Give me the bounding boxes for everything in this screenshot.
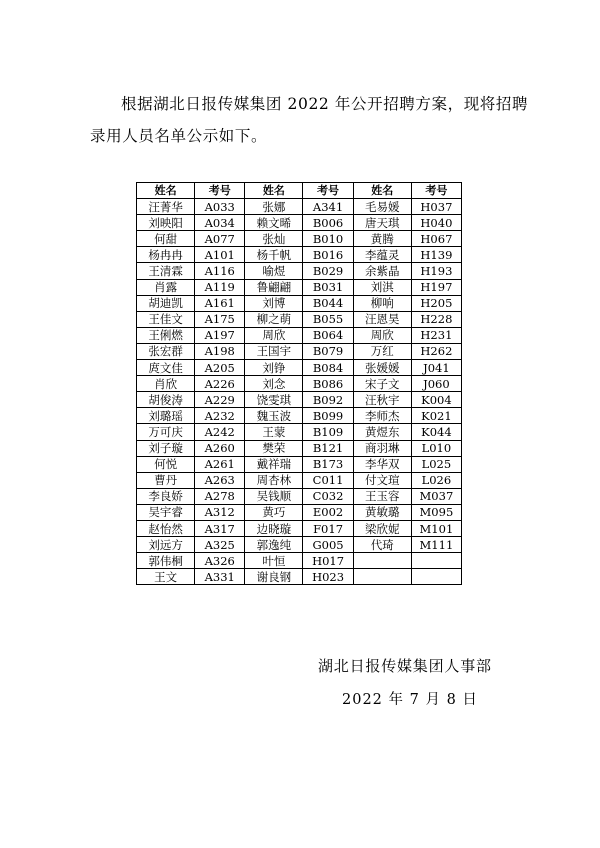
exam-id-cell: K004 — [411, 392, 461, 408]
exam-id-cell: H139 — [411, 247, 461, 263]
candidate-name-cell: 万可庆 — [137, 424, 195, 440]
exam-id-cell: M095 — [411, 504, 461, 520]
candidate-name-cell: 梁欣妮 — [353, 520, 411, 536]
candidate-name-cell: 杨冉冉 — [137, 247, 195, 263]
candidate-name-cell: 刘念 — [245, 376, 303, 392]
exam-id-cell: B016 — [303, 247, 353, 263]
table-row — [137, 569, 462, 585]
exam-id-cell — [411, 553, 461, 569]
exam-id-cell: A197 — [195, 327, 245, 343]
candidate-name-cell: 李蕴灵 — [353, 247, 411, 263]
candidate-name-cell: 樊荣 — [245, 440, 303, 456]
exam-id-cell: A116 — [195, 263, 245, 279]
exam-id-cell: A226 — [195, 376, 245, 392]
exam-id-cell: B044 — [303, 295, 353, 311]
exam-id-cell: M101 — [411, 520, 461, 536]
candidate-name-cell: 汪恩昊 — [353, 311, 411, 327]
exam-id-cell: A119 — [195, 279, 245, 295]
exam-id-cell: A325 — [195, 537, 245, 553]
exam-id-cell: A341 — [303, 199, 353, 215]
candidate-name-cell: 戴祥瑞 — [245, 456, 303, 472]
exam-id-cell: A034 — [195, 215, 245, 231]
exam-id-cell: B029 — [303, 263, 353, 279]
exam-id-cell: L026 — [411, 472, 461, 488]
exam-id-cell: B099 — [303, 408, 353, 424]
table-row — [137, 295, 462, 311]
table-row — [137, 553, 462, 569]
exam-id-cell: H023 — [303, 569, 353, 585]
exam-id-cell: A198 — [195, 343, 245, 359]
candidate-name-cell: 柳之萌 — [245, 311, 303, 327]
candidate-name-cell: 张媛媛 — [353, 360, 411, 376]
candidate-name-cell: 李华双 — [353, 456, 411, 472]
exam-id-cell: B010 — [303, 231, 353, 247]
table-row — [137, 263, 462, 279]
table-row — [137, 376, 462, 392]
exam-id-cell: A261 — [195, 456, 245, 472]
candidate-name-cell: 黄煜东 — [353, 424, 411, 440]
candidate-name-cell: 吴宇睿 — [137, 504, 195, 520]
candidate-name-cell: 郭伟桐 — [137, 553, 195, 569]
candidate-name-cell: 魏玉波 — [245, 408, 303, 424]
candidate-name-cell: 汪菁华 — [137, 199, 195, 215]
candidate-name-cell: 黄敏璐 — [353, 504, 411, 520]
exam-id-cell: K044 — [411, 424, 461, 440]
candidate-name-cell: 肖欣 — [137, 376, 195, 392]
exam-id-cell: B006 — [303, 215, 353, 231]
candidate-name-cell: 李师杰 — [353, 408, 411, 424]
exam-id-cell — [411, 569, 461, 585]
table-row — [137, 247, 462, 263]
candidate-name-cell: 王蒙 — [245, 424, 303, 440]
candidate-name-cell: 张娜 — [245, 199, 303, 215]
column-header-name: 姓名 — [245, 183, 303, 199]
candidate-name-cell: 边晓璇 — [245, 520, 303, 536]
exam-id-cell: L025 — [411, 456, 461, 472]
column-header-exam-id: 考号 — [195, 183, 245, 199]
candidate-name-cell: 赵怡然 — [137, 520, 195, 536]
candidate-name-cell: 万红 — [353, 343, 411, 359]
exam-id-cell: B092 — [303, 392, 353, 408]
exam-id-cell: B064 — [303, 327, 353, 343]
exam-id-cell: K021 — [411, 408, 461, 424]
exam-id-cell: H037 — [411, 199, 461, 215]
exam-id-cell: A101 — [195, 247, 245, 263]
candidate-name-cell: 刘远方 — [137, 537, 195, 553]
candidate-name-cell: 刘淇 — [353, 279, 411, 295]
table-row — [137, 199, 462, 215]
exam-id-cell: A229 — [195, 392, 245, 408]
exam-id-cell: A161 — [195, 295, 245, 311]
candidate-name-cell: 张灿 — [245, 231, 303, 247]
table-row — [137, 504, 462, 520]
intro-paragraph — [90, 88, 530, 152]
candidate-name-cell: 唐天琪 — [353, 215, 411, 231]
exam-id-cell: H067 — [411, 231, 461, 247]
candidate-name-cell: 王俐燃 — [137, 327, 195, 343]
candidate-name-cell: 王清霖 — [137, 263, 195, 279]
candidate-name-cell: 周杏林 — [245, 472, 303, 488]
table-row — [137, 408, 462, 424]
exam-id-cell: H017 — [303, 553, 353, 569]
column-header-exam-id: 考号 — [303, 183, 353, 199]
candidate-name-cell: 肖露 — [137, 279, 195, 295]
table-row — [137, 215, 462, 231]
candidate-name-cell: 刘子璇 — [137, 440, 195, 456]
exam-id-cell: C032 — [303, 488, 353, 504]
candidate-name-cell: 赖文晞 — [245, 215, 303, 231]
exam-id-cell: B173 — [303, 456, 353, 472]
exam-id-cell: A260 — [195, 440, 245, 456]
candidate-name-cell: 柳响 — [353, 295, 411, 311]
candidate-name-cell: 吴钱顺 — [245, 488, 303, 504]
candidate-name-cell: 庹文佳 — [137, 360, 195, 376]
exam-id-cell: A232 — [195, 408, 245, 424]
exam-id-cell: A331 — [195, 569, 245, 585]
candidate-name-cell: 黄腾 — [353, 231, 411, 247]
candidate-name-cell: 黄巧 — [245, 504, 303, 520]
exam-id-cell: A077 — [195, 231, 245, 247]
exam-id-cell: A033 — [195, 199, 245, 215]
candidate-name-cell: 李良娇 — [137, 488, 195, 504]
exam-id-cell: H262 — [411, 343, 461, 359]
candidate-name-cell: 代琦 — [353, 537, 411, 553]
exam-id-cell: B086 — [303, 376, 353, 392]
table-row — [137, 392, 462, 408]
exam-id-cell: F017 — [303, 520, 353, 536]
candidate-name-cell: 何甜 — [137, 231, 195, 247]
exam-id-cell: A312 — [195, 504, 245, 520]
exam-id-cell: H205 — [411, 295, 461, 311]
candidate-name-cell: 王玉容 — [353, 488, 411, 504]
candidate-name-cell: 王国宇 — [245, 343, 303, 359]
candidate-name-cell: 刘铮 — [245, 360, 303, 376]
candidate-name-cell: 鲁翩翩 — [245, 279, 303, 295]
candidate-name-cell: 毛易媛 — [353, 199, 411, 215]
column-header-exam-id: 考号 — [411, 183, 461, 199]
candidate-name-cell — [353, 569, 411, 585]
table-row — [137, 231, 462, 247]
candidate-name-cell: 叶恒 — [245, 553, 303, 569]
table-row — [137, 279, 462, 295]
exam-id-cell: B109 — [303, 424, 353, 440]
candidate-name-cell: 曹丹 — [137, 472, 195, 488]
table-row — [137, 360, 462, 376]
exam-id-cell: G005 — [303, 537, 353, 553]
column-header-name: 姓名 — [353, 183, 411, 199]
candidate-name-cell: 刘璐瑶 — [137, 408, 195, 424]
exam-id-cell: L010 — [411, 440, 461, 456]
candidate-name-cell: 杨千帆 — [245, 247, 303, 263]
table-row — [137, 343, 462, 359]
column-header-name: 姓名 — [137, 183, 195, 199]
candidate-name-cell: 宋子文 — [353, 376, 411, 392]
exam-id-cell: A326 — [195, 553, 245, 569]
exam-id-cell: E002 — [303, 504, 353, 520]
table-row — [137, 520, 462, 536]
exam-id-cell: H231 — [411, 327, 461, 343]
exam-id-cell: B121 — [303, 440, 353, 456]
exam-id-cell: A175 — [195, 311, 245, 327]
candidate-name-cell: 胡俊涛 — [137, 392, 195, 408]
candidate-name-cell — [353, 553, 411, 569]
candidate-name-cell: 周欣 — [245, 327, 303, 343]
candidate-name-cell: 张宏群 — [137, 343, 195, 359]
exam-id-cell: A278 — [195, 488, 245, 504]
exam-id-cell: A205 — [195, 360, 245, 376]
candidate-name-cell: 王文 — [137, 569, 195, 585]
exam-id-cell: C011 — [303, 472, 353, 488]
exam-id-cell: J060 — [411, 376, 461, 392]
signing-organization: 湖北日报传媒集团人事部 — [318, 657, 492, 675]
hiring-roster-table — [136, 182, 462, 585]
table-row — [137, 424, 462, 440]
candidate-name-cell: 王佳文 — [137, 311, 195, 327]
candidate-name-cell: 谢良钢 — [245, 569, 303, 585]
exam-id-cell: B055 — [303, 311, 353, 327]
candidate-name-cell: 汪秋宇 — [353, 392, 411, 408]
table-row — [137, 440, 462, 456]
exam-id-cell: M111 — [411, 537, 461, 553]
candidate-name-cell: 饶雯琪 — [245, 392, 303, 408]
exam-id-cell: H040 — [411, 215, 461, 231]
candidate-name-cell: 胡迪凯 — [137, 295, 195, 311]
exam-id-cell: H228 — [411, 311, 461, 327]
exam-id-cell: B084 — [303, 360, 353, 376]
table-row — [137, 472, 462, 488]
exam-id-cell: B031 — [303, 279, 353, 295]
table-row — [137, 488, 462, 504]
exam-id-cell: A317 — [195, 520, 245, 536]
exam-id-cell: A242 — [195, 424, 245, 440]
exam-id-cell: M037 — [411, 488, 461, 504]
exam-id-cell: H193 — [411, 263, 461, 279]
candidate-name-cell: 周欣 — [353, 327, 411, 343]
table-row — [137, 311, 462, 327]
table-body — [137, 199, 462, 585]
exam-id-cell: A263 — [195, 472, 245, 488]
candidate-name-cell: 喻煜 — [245, 263, 303, 279]
signing-date: 2022 年 7 月 8 日 — [342, 692, 478, 708]
exam-id-cell: B079 — [303, 343, 353, 359]
table-row — [137, 537, 462, 553]
candidate-name-cell: 商羽琳 — [353, 440, 411, 456]
candidate-name-cell: 余紫晶 — [353, 263, 411, 279]
candidate-name-cell: 郭逸纯 — [245, 537, 303, 553]
table-row — [137, 456, 462, 472]
exam-id-cell: J041 — [411, 360, 461, 376]
table-row — [137, 327, 462, 343]
candidate-name-cell: 何悦 — [137, 456, 195, 472]
candidate-name-cell: 刘博 — [245, 295, 303, 311]
intro-text: 根据湖北日报传媒集团 2022 年公开招聘方案，现将招聘录用人员名单公示如下。 — [90, 95, 529, 145]
candidate-name-cell: 刘映阳 — [137, 215, 195, 231]
candidate-name-cell: 付文瑄 — [353, 472, 411, 488]
exam-id-cell: H197 — [411, 279, 461, 295]
table-header-row — [137, 183, 462, 199]
